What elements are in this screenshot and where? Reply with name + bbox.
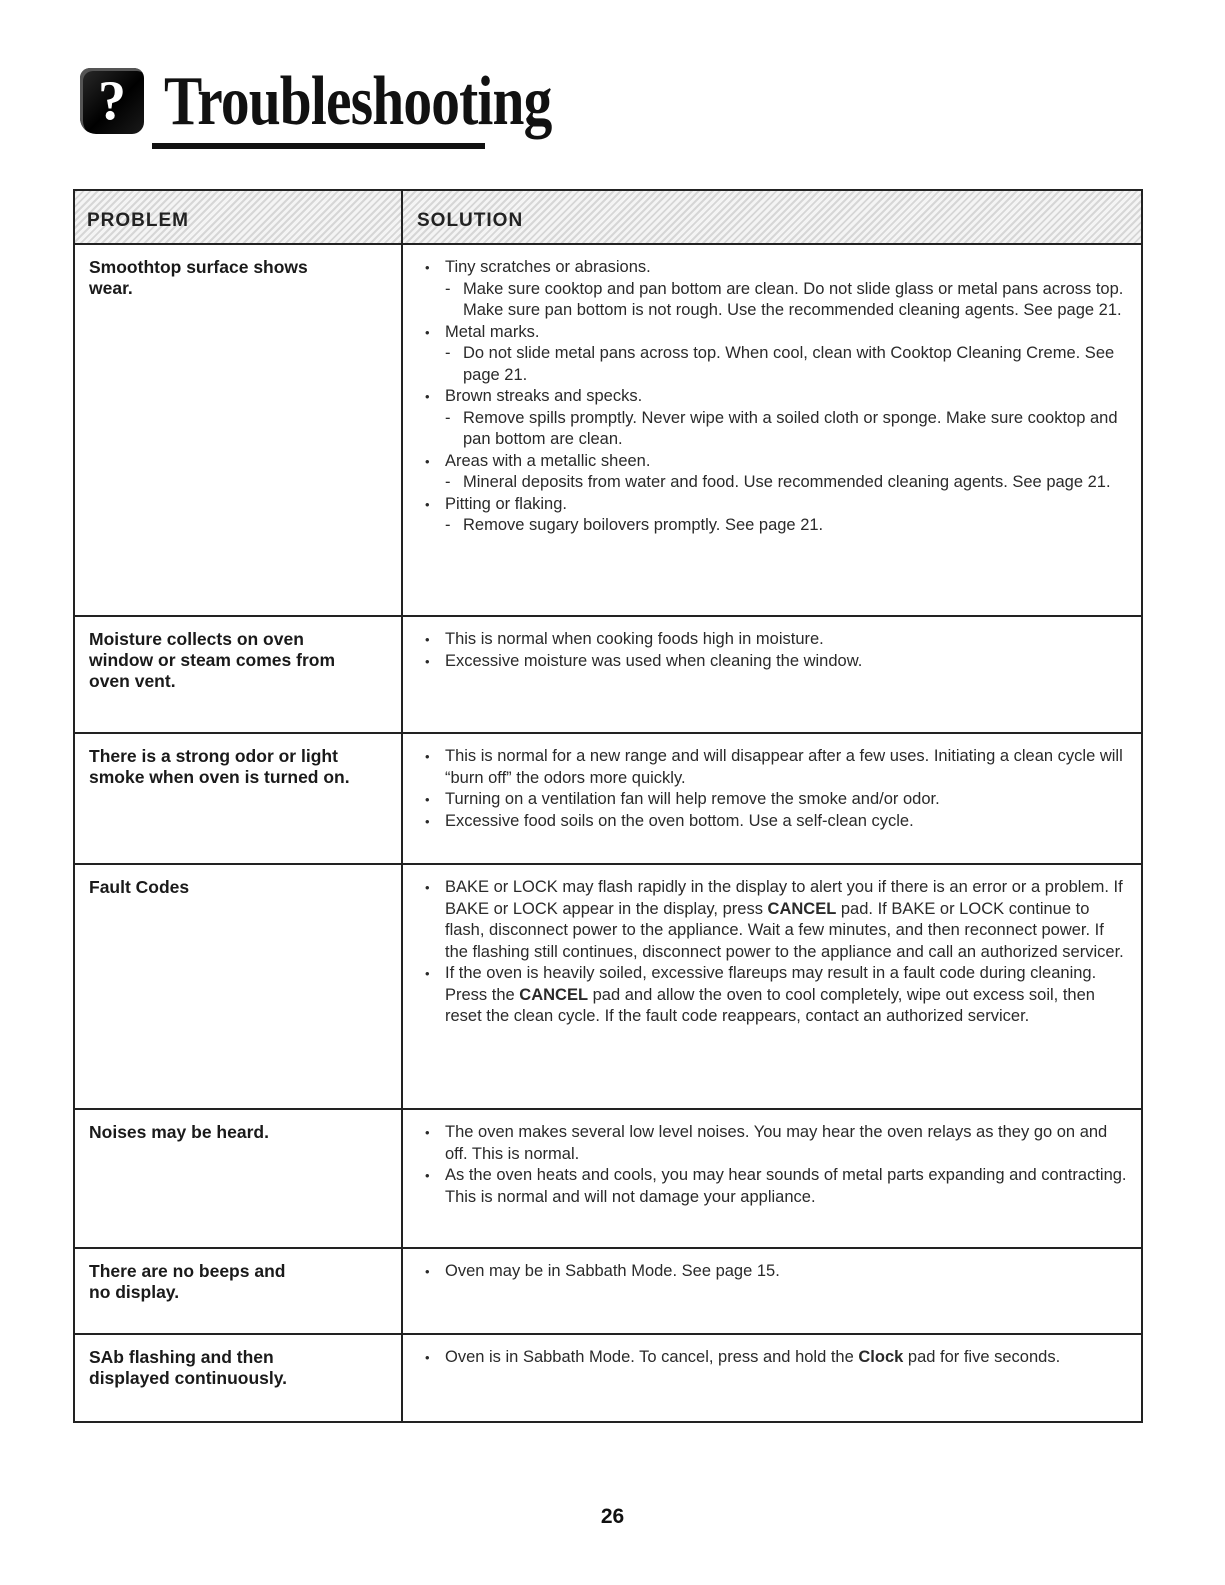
table-header xyxy=(75,191,1141,245)
problem-cell: Noises may be heard. xyxy=(75,1110,403,1247)
solution-text: If the oven is heavily soiled, excessive flareups may result in a fault code during cleaning. Press the xyxy=(445,964,1097,1004)
solution-bullet: • Turning on a ventilation fan will help remove the smoke and/or odor. xyxy=(425,789,1131,811)
table-row xyxy=(75,1110,1141,1249)
solution-bullet: • Pitting or flaking. xyxy=(425,494,1131,516)
problem-cell: Moisture collects on oven window or steam comes from oven vent. xyxy=(75,617,403,732)
solution-bullet: • Areas with a metallic sheen. xyxy=(425,451,1131,473)
solution-detail: - Remove spills promptly. Never wipe with a soiled cloth or sponge. Make sure cooktop and pan bottom are clean. xyxy=(425,408,1131,451)
solution-cell xyxy=(403,245,1141,615)
solution-cell xyxy=(403,1110,1141,1247)
problem-cell: There is a strong odor or light smoke when oven is turned on. xyxy=(75,734,403,863)
solution-text: pad and allow the oven to cool completely, wipe out excess soil, then reset the clean cycle. If the fault code reappears, contact an authorized servicer. xyxy=(445,985,1095,1025)
solution-bullet: • Excessive food soils on the oven bottom. Use a self-clean cycle. xyxy=(425,811,1131,833)
problem-cell: Smoothtop surface shows wear. xyxy=(75,245,403,615)
problem-cell: SAb flashing and then displayed continuously. xyxy=(75,1335,403,1421)
table-row xyxy=(75,617,1141,734)
question-icon xyxy=(80,68,144,134)
solution-bullet: • This is normal for a new range and will disappear after a few uses. Initiating a clean cycle will “burn off” the odors more quickly. xyxy=(425,746,1131,789)
column-header-problem: PROBLEM xyxy=(75,191,403,243)
table-row xyxy=(75,1249,1141,1335)
troubleshooting-table xyxy=(73,189,1143,1423)
solution-bullet xyxy=(425,877,1131,963)
solution-bullet: • Oven may be in Sabbath Mode. See page 15. xyxy=(425,1261,1131,1283)
question-glyph: ? xyxy=(98,70,126,132)
emphasis-text: Clock xyxy=(858,1348,904,1366)
table-row xyxy=(75,865,1141,1110)
solution-detail: - Remove sugary boilovers promptly. See page 21. xyxy=(425,515,1131,537)
solution-bullet xyxy=(425,963,1131,1028)
page-title: Troubleshooting xyxy=(164,63,552,140)
solution-bullet: • Metal marks. xyxy=(425,322,1131,344)
solution-detail: - Make sure cooktop and pan bottom are clean. Do not slide glass or metal pans across top. Make sure pan bottom is not rough. Use the recommended cleaning agents. See page 21. xyxy=(425,279,1131,322)
solution-bullet: • The oven makes several low level noises. You may hear the oven relays as they go on and off. This is normal. xyxy=(425,1122,1131,1165)
solution-bullet: • Brown streaks and specks. xyxy=(425,386,1131,408)
emphasis-text: CANCEL xyxy=(519,985,589,1004)
solution-text: pad for five seconds. xyxy=(903,1348,1061,1366)
solution-detail: - Do not slide metal pans across top. When cool, clean with Cooktop Cleaning Creme. See page 21. xyxy=(425,343,1131,386)
solution-bullet xyxy=(425,1347,1131,1369)
solution-cell xyxy=(403,617,1141,732)
solution-bullet: • Tiny scratches or abrasions. xyxy=(425,257,1131,279)
table-row xyxy=(75,1335,1141,1421)
problem-cell: Fault Codes xyxy=(75,865,403,1108)
solution-cell xyxy=(403,1249,1141,1333)
column-header-solution: SOLUTION xyxy=(417,210,524,231)
solution-text: pad. If BAKE or LOCK continue to flash, disconnect power to the appliance. Wait a few minutes, and then reconnect power. If the flashing still continues, disconnect power to the appliance and call an authorized servicer. xyxy=(445,899,1124,961)
emphasis-text: CANCEL xyxy=(767,899,837,918)
table-row xyxy=(75,245,1141,617)
solution-cell xyxy=(403,1335,1141,1421)
solution-cell xyxy=(403,734,1141,863)
page-number: 26 xyxy=(600,1505,625,1528)
solution-bullet: • Excessive moisture was used when cleaning the window. xyxy=(425,651,1131,673)
table-row xyxy=(75,734,1141,865)
solution-bullet: • As the oven heats and cools, you may hear sounds of metal parts expanding and contracting. This is normal and will not damage your appliance. xyxy=(425,1165,1131,1208)
problem-cell: There are no beeps and no display. xyxy=(75,1249,403,1333)
solution-text: Oven is in Sabbath Mode. To cancel, press and hold the xyxy=(445,1348,859,1366)
title-underline xyxy=(152,143,485,149)
solution-text: BAKE or LOCK may flash rapidly in the display to alert you if there is an error or a problem. If BAKE or LOCK appear in the display, press xyxy=(445,878,1123,918)
solution-cell xyxy=(403,865,1141,1108)
solution-bullet: • This is normal when cooking foods high in moisture. xyxy=(425,629,1131,651)
solution-detail: - Mineral deposits from water and food. Use recommended cleaning agents. See page 21. xyxy=(425,472,1131,494)
